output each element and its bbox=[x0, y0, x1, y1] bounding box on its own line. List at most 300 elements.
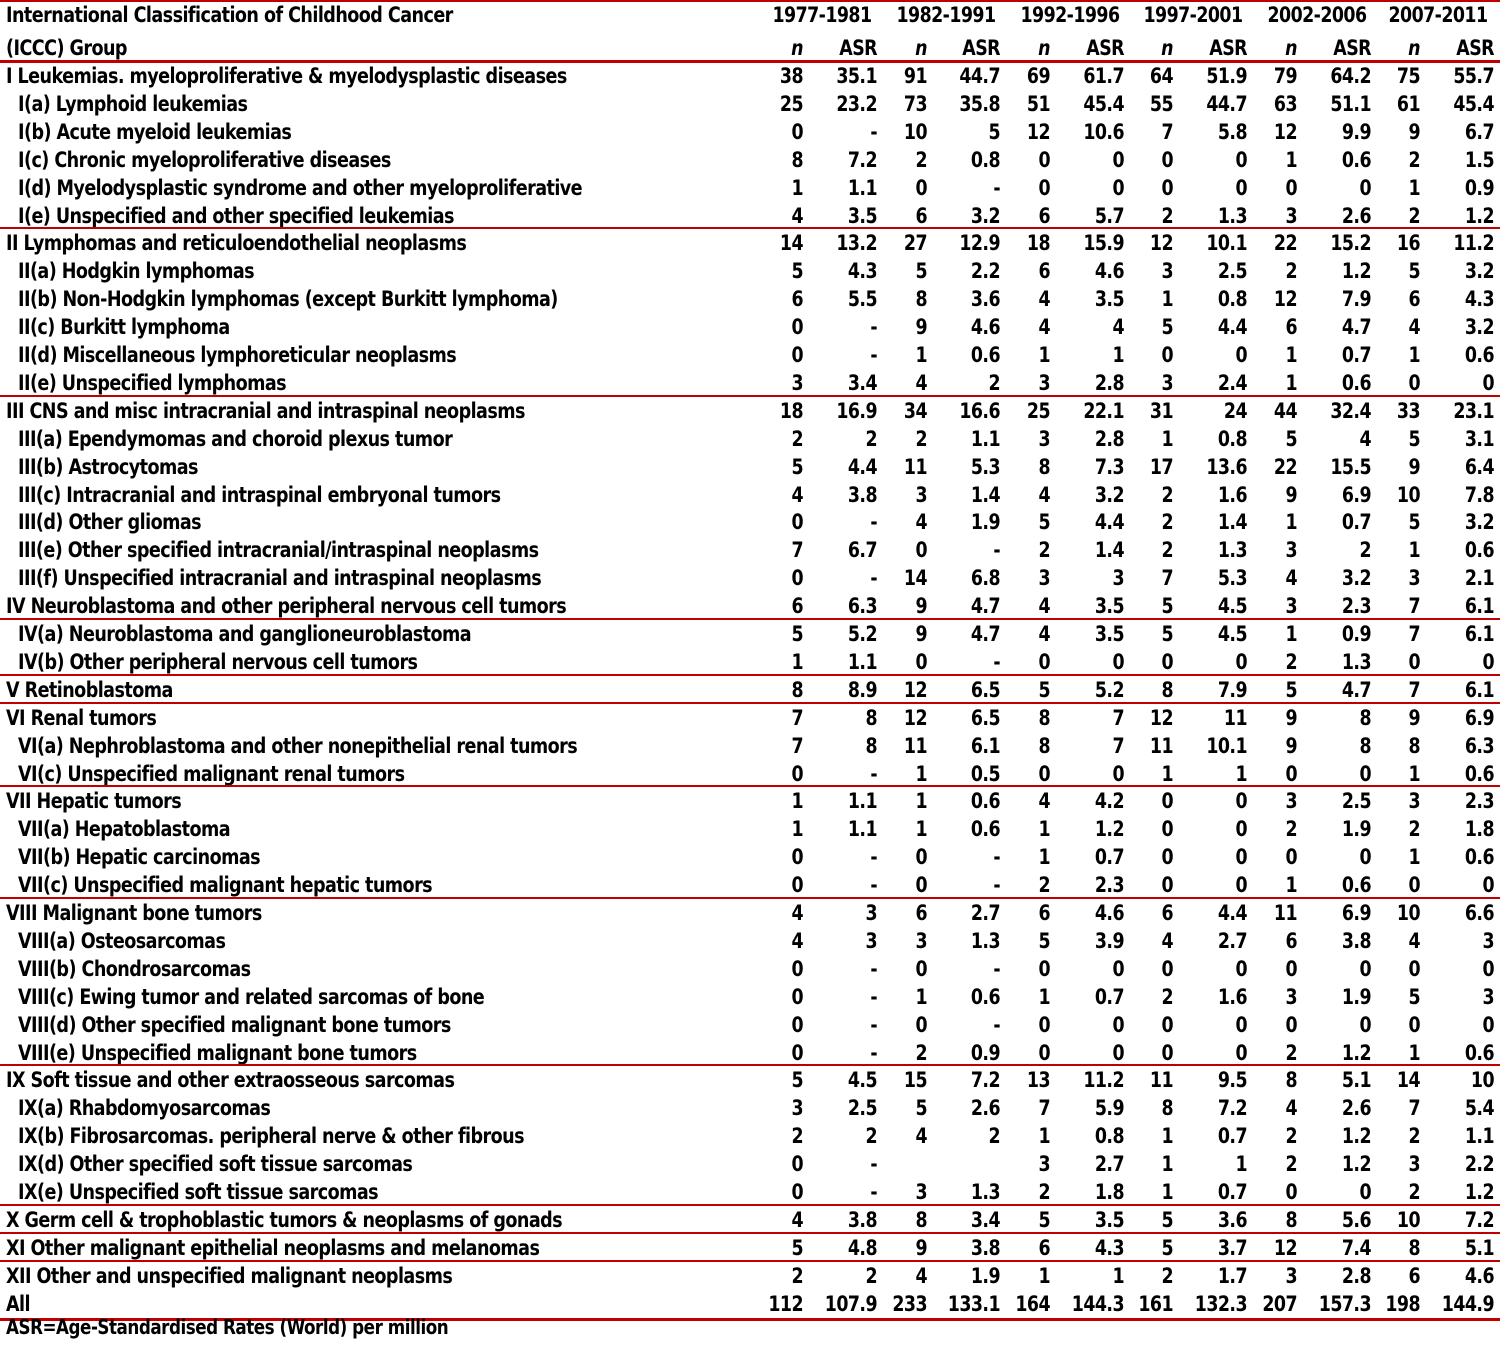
row-label: I Leukemias. myeloproliferative & myelodysplastic diseases bbox=[6, 64, 567, 88]
cell-n: 4 bbox=[791, 482, 803, 507]
subheader-n: n bbox=[1408, 36, 1420, 60]
cell-asr: 2 bbox=[1359, 538, 1371, 563]
row-label: III(c) Intracranial and intraspinal embryonal tumors bbox=[18, 482, 501, 507]
cell-asr: 0.8 bbox=[1217, 426, 1247, 451]
cell-asr: 10.6 bbox=[1083, 119, 1124, 144]
cell-n: 0 bbox=[915, 845, 927, 870]
row-label: I(d) Myelodysplastic syndrome and other myeloproliferative bbox=[18, 175, 583, 200]
cell-n: 0 bbox=[791, 566, 803, 591]
cell-n: 3 bbox=[1161, 370, 1173, 395]
cell-n: 79 bbox=[1273, 64, 1297, 88]
cell-asr: - bbox=[993, 175, 1000, 200]
cell-asr: - bbox=[870, 119, 877, 144]
cell-n: 0 bbox=[1408, 1012, 1420, 1037]
cell-n: 5 bbox=[791, 1235, 803, 1260]
row-label: VIII(a) Osteosarcomas bbox=[18, 928, 226, 953]
cell-asr: 2.3 bbox=[1341, 594, 1371, 619]
cell-asr: 0.6 bbox=[970, 789, 1000, 814]
cell-n: 161 bbox=[1138, 1291, 1173, 1316]
cell-n: 0 bbox=[915, 956, 927, 981]
cell-n: 4 bbox=[1038, 482, 1050, 507]
cell-n: 9 bbox=[1408, 454, 1420, 479]
subgroup-row bbox=[0, 173, 1500, 201]
cell-n: 1 bbox=[915, 343, 927, 367]
cell-n: 2 bbox=[1161, 510, 1173, 535]
cell-asr: 4.7 bbox=[1341, 677, 1371, 702]
cell-n: 1 bbox=[915, 817, 927, 842]
cell-n: 14 bbox=[1396, 1068, 1420, 1093]
cell-n: 6 bbox=[1038, 901, 1050, 925]
cell-asr: 2 bbox=[988, 370, 1000, 395]
cell-asr: 4.7 bbox=[1341, 315, 1371, 340]
cell-asr: 107.9 bbox=[824, 1291, 877, 1316]
cell-n: 4 bbox=[1038, 594, 1050, 619]
cell-n: 0 bbox=[1161, 817, 1173, 842]
cell-asr: 6.9 bbox=[1341, 482, 1371, 507]
row-label: IX(a) Rhabdomyosarcomas bbox=[18, 1096, 271, 1121]
subgroup-row bbox=[0, 480, 1500, 508]
cell-n: 0 bbox=[1161, 147, 1173, 172]
cell-n: 5 bbox=[1408, 984, 1420, 1009]
subgroup-row bbox=[0, 1121, 1500, 1149]
cell-n: 0 bbox=[1038, 649, 1050, 674]
cell-n: 2 bbox=[1408, 203, 1420, 228]
row-label: VIII(b) Chondrosarcomas bbox=[18, 956, 251, 981]
cell-n: 4 bbox=[915, 1124, 927, 1149]
cell-n: 0 bbox=[791, 119, 803, 144]
cell-asr: 3.8 bbox=[970, 1235, 1000, 1260]
cell-asr: 7.9 bbox=[1217, 677, 1247, 702]
total-row bbox=[0, 1289, 1500, 1317]
cell-n: 4 bbox=[1285, 1096, 1297, 1121]
cell-n: 1 bbox=[791, 175, 803, 200]
cell-n: 2 bbox=[1161, 984, 1173, 1009]
cell-asr: 0.8 bbox=[970, 147, 1000, 172]
cell-n: 11 bbox=[903, 454, 927, 479]
cell-n: 2 bbox=[1285, 817, 1297, 842]
cell-asr: 0 bbox=[1235, 789, 1247, 814]
cell-asr: 2 bbox=[865, 1263, 877, 1288]
cell-asr: 3.5 bbox=[847, 203, 877, 228]
cell-n: 2 bbox=[1038, 1180, 1050, 1204]
cell-n: 0 bbox=[915, 649, 927, 674]
subgroup-row bbox=[0, 563, 1500, 591]
cell-asr: 6.1 bbox=[1464, 677, 1494, 702]
row-label: II(d) Miscellaneous lymphoreticular neoplasms bbox=[18, 343, 457, 367]
cell-asr: 1.3 bbox=[970, 928, 1000, 953]
cell-n: 6 bbox=[1161, 901, 1173, 925]
cell-n: 0 bbox=[1161, 789, 1173, 814]
cell-n: 0 bbox=[1038, 956, 1050, 981]
cell-asr: 5.3 bbox=[1217, 566, 1247, 591]
cell-n: 5 bbox=[1161, 1207, 1173, 1232]
cell-asr: 6.7 bbox=[847, 538, 877, 563]
cell-n: 9 bbox=[1285, 733, 1297, 758]
period-header: 2007-2011 bbox=[1388, 3, 1488, 27]
cell-n: 3 bbox=[1408, 789, 1420, 814]
cell-n: 2 bbox=[915, 1040, 927, 1065]
cell-asr: 1.4 bbox=[970, 482, 1000, 507]
cell-asr: 0 bbox=[1359, 1180, 1371, 1204]
cell-asr: 35.8 bbox=[959, 91, 1000, 116]
cell-n: 3 bbox=[915, 482, 927, 507]
subgroup-row bbox=[0, 1177, 1500, 1205]
cell-asr: 0.5 bbox=[970, 761, 1000, 786]
cell-asr: 157.3 bbox=[1318, 1291, 1371, 1316]
cell-n: 4 bbox=[1038, 622, 1050, 646]
cell-asr: 9.5 bbox=[1217, 1068, 1247, 1093]
cell-n: 233 bbox=[892, 1291, 927, 1316]
cell-asr: 22.1 bbox=[1083, 398, 1124, 423]
cell-asr: - bbox=[993, 845, 1000, 870]
cell-n: 11 bbox=[903, 733, 927, 758]
period-header: 1997-2001 bbox=[1143, 3, 1243, 27]
cell-n: 5 bbox=[1161, 622, 1173, 646]
cell-asr: 61.7 bbox=[1083, 64, 1124, 88]
cell-n: 3 bbox=[1285, 594, 1297, 619]
cell-asr: 0.7 bbox=[1341, 510, 1371, 535]
cell-n: 5 bbox=[1161, 315, 1173, 340]
cell-n: 33 bbox=[1396, 398, 1420, 423]
cell-asr: 6.9 bbox=[1341, 901, 1371, 925]
cell-n: 0 bbox=[1038, 761, 1050, 786]
cell-n: 6 bbox=[1408, 287, 1420, 312]
cell-n: 7 bbox=[1408, 677, 1420, 702]
cell-n: 0 bbox=[1161, 649, 1173, 674]
cell-asr: 0.6 bbox=[1464, 538, 1494, 563]
subgroup-row bbox=[0, 926, 1500, 954]
row-label: III(e) Other specified intracranial/intraspinal neoplasms bbox=[18, 538, 539, 563]
cell-asr: 2.4 bbox=[1217, 370, 1247, 395]
cell-n: 8 bbox=[1408, 1235, 1420, 1260]
cell-asr: 3 bbox=[865, 928, 877, 953]
cell-asr: 1.2 bbox=[1341, 259, 1371, 284]
cell-asr: 1.3 bbox=[1217, 203, 1247, 228]
cell-asr: 3 bbox=[1482, 928, 1494, 953]
cell-asr: 3.9 bbox=[1094, 928, 1124, 953]
header-row-subcols bbox=[0, 31, 1500, 63]
row-label: II(e) Unspecified lymphomas bbox=[18, 370, 287, 395]
cell-n: 44 bbox=[1273, 398, 1297, 423]
cell-n: 4 bbox=[915, 510, 927, 535]
cell-n: 0 bbox=[1285, 1012, 1297, 1037]
cell-asr: 1.2 bbox=[1094, 817, 1124, 842]
cell-asr: - bbox=[870, 873, 877, 898]
cell-asr: 0 bbox=[1235, 1012, 1247, 1037]
cell-asr: - bbox=[993, 649, 1000, 674]
cell-n: 0 bbox=[1161, 1012, 1173, 1037]
cell-n: 91 bbox=[903, 64, 927, 88]
cell-asr: 51.9 bbox=[1206, 64, 1247, 88]
cell-asr: 1.3 bbox=[1217, 538, 1247, 563]
row-label: XI Other malignant epithelial neoplasms and melanomas bbox=[6, 1235, 540, 1260]
cell-asr: 0.6 bbox=[1464, 845, 1494, 870]
cell-n: 2 bbox=[1408, 1180, 1420, 1204]
row-label: III(f) Unspecified intracranial and intraspinal neoplasms bbox=[18, 566, 542, 591]
row-label: II Lymphomas and reticuloendothelial neoplasms bbox=[6, 231, 467, 256]
cell-n: 8 bbox=[1285, 1068, 1297, 1093]
cell-n: 5 bbox=[1161, 594, 1173, 619]
cell-n: 1 bbox=[915, 789, 927, 814]
cell-n: 15 bbox=[903, 1068, 927, 1093]
cell-asr: - bbox=[870, 510, 877, 535]
cell-asr: 3.2 bbox=[1094, 482, 1124, 507]
cell-n: 0 bbox=[791, 956, 803, 981]
cell-asr: 4.5 bbox=[1217, 622, 1247, 646]
cell-asr: - bbox=[870, 1152, 877, 1177]
group-row bbox=[0, 591, 1500, 619]
cell-asr: 0.6 bbox=[1464, 343, 1494, 367]
cell-n: 2 bbox=[791, 426, 803, 451]
cell-asr: 0.9 bbox=[1464, 175, 1494, 200]
header-row-periods bbox=[0, 0, 1500, 28]
cell-asr: 1.3 bbox=[1341, 649, 1371, 674]
cell-n: 0 bbox=[1161, 343, 1173, 367]
cell-n: 7 bbox=[1038, 1096, 1050, 1121]
cell-asr: 15.9 bbox=[1083, 231, 1124, 256]
cell-n: 1 bbox=[1285, 370, 1297, 395]
cell-asr: 2.8 bbox=[1094, 426, 1124, 451]
row-label: VI(c) Unspecified malignant renal tumors bbox=[18, 761, 405, 786]
cell-asr: 16.9 bbox=[836, 398, 877, 423]
cell-n: 1 bbox=[1285, 622, 1297, 646]
row-label: III CNS and misc intracranial and intraspinal neoplasms bbox=[6, 398, 525, 423]
period-header: 1992-1996 bbox=[1020, 3, 1120, 27]
cell-asr: 0.6 bbox=[970, 343, 1000, 367]
subgroup-row bbox=[0, 1149, 1500, 1177]
cell-n: 34 bbox=[903, 398, 927, 423]
cell-asr: 0.7 bbox=[1217, 1180, 1247, 1204]
cell-asr: 2.5 bbox=[1341, 789, 1371, 814]
cell-asr: - bbox=[870, 1040, 877, 1065]
cell-n: 11 bbox=[1149, 733, 1173, 758]
subgroup-row bbox=[0, 842, 1500, 870]
row-label: X Germ cell & trophoblastic tumors & neoplasms of gonads bbox=[6, 1207, 563, 1232]
subgroup-row bbox=[0, 731, 1500, 759]
cell-n: 12 bbox=[1273, 287, 1297, 312]
row-label: II(b) Non-Hodgkin lymphomas (except Burkitt lymphoma) bbox=[18, 287, 558, 312]
cell-asr: 0 bbox=[1482, 1012, 1494, 1037]
cell-n: 3 bbox=[1285, 538, 1297, 563]
cell-asr: 0.6 bbox=[1464, 761, 1494, 786]
cell-asr: 2.3 bbox=[1094, 873, 1124, 898]
cell-asr: 45.4 bbox=[1083, 91, 1124, 116]
cell-asr: 0 bbox=[1235, 343, 1247, 367]
row-label: IV(b) Other peripheral nervous cell tumors bbox=[18, 649, 418, 674]
cell-asr: 5.9 bbox=[1094, 1096, 1124, 1121]
cell-asr: 1.4 bbox=[1094, 538, 1124, 563]
cell-n: 8 bbox=[1285, 1207, 1297, 1232]
cell-asr: 6.3 bbox=[847, 594, 877, 619]
subgroup-row bbox=[0, 452, 1500, 480]
row-label: VI(a) Nephroblastoma and other nonepithelial renal tumors bbox=[18, 733, 578, 758]
group-row bbox=[0, 228, 1500, 256]
cell-asr: 0 bbox=[1482, 873, 1494, 898]
cell-asr: 4.4 bbox=[847, 454, 877, 479]
cell-asr: - bbox=[993, 538, 1000, 563]
cell-n: 1 bbox=[1038, 984, 1050, 1009]
subgroup-row bbox=[0, 117, 1500, 145]
cell-n: 9 bbox=[1285, 705, 1297, 730]
cell-asr: 6.5 bbox=[970, 677, 1000, 702]
row-label: VII(a) Hepatoblastoma bbox=[18, 817, 231, 842]
cell-asr: 1 bbox=[1235, 1152, 1247, 1177]
cell-asr: 0 bbox=[1235, 1040, 1247, 1065]
cell-asr: 24 bbox=[1223, 398, 1247, 423]
cell-asr: 8.9 bbox=[847, 677, 877, 702]
cell-n: 0 bbox=[1038, 1012, 1050, 1037]
cell-n: 0 bbox=[1161, 873, 1173, 898]
cell-n: 4 bbox=[791, 901, 803, 925]
cell-asr: 1.2 bbox=[1341, 1040, 1371, 1065]
cell-asr: 133.1 bbox=[947, 1291, 1000, 1316]
cell-n: 1 bbox=[915, 761, 927, 786]
subgroup-row bbox=[0, 982, 1500, 1010]
group-row bbox=[0, 396, 1500, 424]
subgroup-row bbox=[0, 535, 1500, 563]
cell-asr: 6.1 bbox=[1464, 622, 1494, 646]
cell-asr: - bbox=[870, 343, 877, 367]
cell-n: 4 bbox=[1038, 287, 1050, 312]
cell-asr: 2.5 bbox=[847, 1096, 877, 1121]
cell-asr: 2 bbox=[988, 1124, 1000, 1149]
cell-n: 1 bbox=[915, 984, 927, 1009]
subheader-n: n bbox=[1161, 36, 1173, 60]
cell-n: 5 bbox=[915, 259, 927, 284]
cell-n: 0 bbox=[791, 984, 803, 1009]
cell-asr: 1.4 bbox=[1217, 510, 1247, 535]
cell-n: 7 bbox=[791, 733, 803, 758]
cell-n: 3 bbox=[1038, 426, 1050, 451]
cell-asr: 5.2 bbox=[847, 622, 877, 646]
subgroup-row bbox=[0, 647, 1500, 675]
cell-n: 1 bbox=[1285, 873, 1297, 898]
cell-n: 4 bbox=[915, 370, 927, 395]
cell-asr: 4.6 bbox=[1094, 259, 1124, 284]
cell-n: 5 bbox=[1408, 259, 1420, 284]
footnote: ASR=Age-Standardised Rates (World) per million bbox=[6, 1315, 449, 1339]
cell-n: 75 bbox=[1396, 64, 1420, 88]
row-label: VII(c) Unspecified malignant hepatic tumors bbox=[18, 873, 433, 898]
cell-n: 12 bbox=[1149, 231, 1173, 256]
cell-n: 51 bbox=[1026, 91, 1050, 116]
cell-n: 5 bbox=[1161, 1235, 1173, 1260]
cell-n: 31 bbox=[1149, 398, 1173, 423]
cell-n: 1 bbox=[1038, 817, 1050, 842]
cell-asr: 5 bbox=[988, 119, 1000, 144]
cell-asr: 4.2 bbox=[1094, 789, 1124, 814]
cell-asr: 3.4 bbox=[847, 370, 877, 395]
cell-asr: 0 bbox=[1112, 1040, 1124, 1065]
subgroup-row bbox=[0, 507, 1500, 535]
cell-asr: - bbox=[993, 956, 1000, 981]
cell-asr: 3.2 bbox=[1464, 259, 1494, 284]
row-label: IV(a) Neuroblastoma and ganglioneuroblastoma bbox=[18, 622, 472, 646]
cell-asr: - bbox=[870, 845, 877, 870]
cell-asr: 0 bbox=[1235, 147, 1247, 172]
cell-asr: 4.6 bbox=[1464, 1263, 1494, 1288]
cell-asr: 4 bbox=[1359, 426, 1371, 451]
cell-n: 0 bbox=[1285, 1180, 1297, 1204]
cell-asr: 4.4 bbox=[1217, 315, 1247, 340]
cell-asr: 2 bbox=[865, 426, 877, 451]
cell-asr: 7.2 bbox=[1217, 1096, 1247, 1121]
cell-n: 0 bbox=[791, 343, 803, 367]
cell-asr: - bbox=[870, 315, 877, 340]
cell-n: 0 bbox=[791, 1152, 803, 1177]
cell-asr: 144.3 bbox=[1071, 1291, 1124, 1316]
row-label: IX Soft tissue and other extraosseous sarcomas bbox=[6, 1068, 455, 1093]
cell-n: 0 bbox=[1038, 147, 1050, 172]
cell-n: 12 bbox=[903, 705, 927, 730]
subheader-asr: ASR bbox=[962, 36, 1000, 60]
cell-asr: - bbox=[870, 761, 877, 786]
group-row bbox=[0, 1205, 1500, 1233]
cell-asr: 7 bbox=[1112, 705, 1124, 730]
cell-asr: 132.3 bbox=[1194, 1291, 1247, 1316]
cell-asr: 1.9 bbox=[1341, 984, 1371, 1009]
cell-asr: 1.8 bbox=[1094, 1180, 1124, 1204]
cell-asr: 8 bbox=[865, 733, 877, 758]
cell-asr: 1.1 bbox=[1464, 1124, 1494, 1149]
row-label: V Retinoblastoma bbox=[6, 677, 173, 702]
cell-asr: 0.6 bbox=[1341, 147, 1371, 172]
cell-n: 0 bbox=[915, 175, 927, 200]
cell-n: 5 bbox=[1408, 426, 1420, 451]
cell-asr: 4 bbox=[1112, 315, 1124, 340]
subgroup-row bbox=[0, 145, 1500, 173]
cell-n: 5 bbox=[791, 622, 803, 646]
cell-asr: 4.3 bbox=[1464, 287, 1494, 312]
cell-asr: 1.3 bbox=[970, 1180, 1000, 1204]
subgroup-row bbox=[0, 1093, 1500, 1121]
cell-asr: 0 bbox=[1359, 175, 1371, 200]
cell-n: 8 bbox=[1038, 454, 1050, 479]
period-header: 1982-1991 bbox=[896, 3, 996, 27]
cell-asr: 2.7 bbox=[1094, 1152, 1124, 1177]
cell-n: 3 bbox=[1408, 1152, 1420, 1177]
cell-asr: 1.2 bbox=[1341, 1152, 1371, 1177]
cell-n: 10 bbox=[903, 119, 927, 144]
cell-asr: - bbox=[870, 566, 877, 591]
cell-n: 7 bbox=[1161, 566, 1173, 591]
cell-asr: 5.5 bbox=[847, 287, 877, 312]
cell-asr: 0.7 bbox=[1217, 1124, 1247, 1149]
cell-asr: 1.5 bbox=[1464, 147, 1494, 172]
cell-n: 9 bbox=[915, 594, 927, 619]
row-label: II(c) Burkitt lymphoma bbox=[18, 315, 230, 340]
cell-asr: 11 bbox=[1223, 705, 1247, 730]
cell-asr: 1.9 bbox=[970, 510, 1000, 535]
cell-asr: 1.2 bbox=[1341, 1124, 1371, 1149]
cell-n: 17 bbox=[1149, 454, 1173, 479]
cell-n: 6 bbox=[1408, 1263, 1420, 1288]
cell-n: 5 bbox=[791, 1068, 803, 1093]
cell-n: 5 bbox=[915, 1096, 927, 1121]
subheader-asr: ASR bbox=[1333, 36, 1371, 60]
cell-asr: 10 bbox=[1470, 1068, 1494, 1093]
cell-n: 7 bbox=[791, 705, 803, 730]
cell-asr: 0 bbox=[1235, 956, 1247, 981]
cell-asr: 0 bbox=[1359, 1012, 1371, 1037]
subheader-n: n bbox=[915, 36, 927, 60]
row-label: VI Renal tumors bbox=[6, 705, 157, 730]
cell-n: 2 bbox=[1408, 1124, 1420, 1149]
row-label: VIII(e) Unspecified malignant bone tumors bbox=[18, 1040, 417, 1065]
cell-n: 11 bbox=[1149, 1068, 1173, 1093]
cell-asr: 2.6 bbox=[970, 1096, 1000, 1121]
cell-n: 63 bbox=[1273, 91, 1297, 116]
